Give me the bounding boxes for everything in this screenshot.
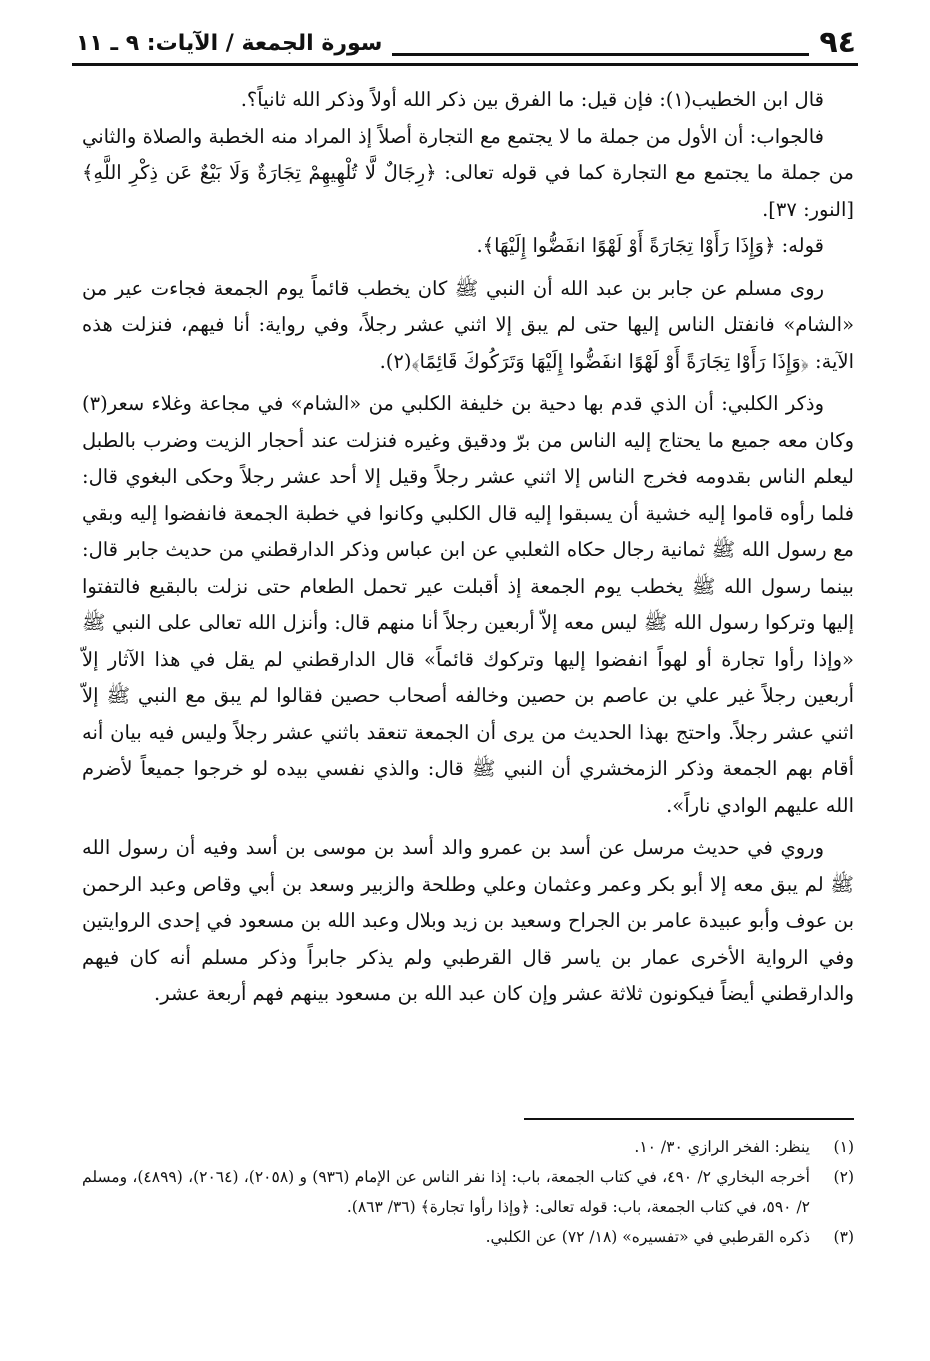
main-text <box>82 82 854 1019</box>
page-header <box>76 24 856 62</box>
footnote-number: (١) <box>833 1138 854 1156</box>
page-number: ٩٤ <box>819 25 856 60</box>
paragraph: وذكر الكلبي: أن الذي قدم بها دحية بن خليفة الكلبي من «الشام» في مجاعة وغلاء سعر(٣) وكان معه جميع ما يحتاج إليه الناس من برّ ودقيق وغيره فنزلت عند أحجار الزيت وضرب بالطبل ليعلم الناس بقدومه فخرج الناس إلا اثني عشر رجلاً وقيل إلا أحد عشر رجلاً وحكى البغوي قال: فلما رأوه قاموا إليه خشية أن يسبقوا إليه قال الكلبي وكانوا في خطبة الجمعة فانفضوا إليه وبقي مع رسول الله ﷺ ثمانية رجال حكاه الثعلبي عن ابن عباس وذكر الدارقطني من حديث جابر قال: بينما رسول الله ﷺ يخطب يوم الجمعة إذ أقبلت عير تحمل الطعام حتى نزلت بالبقيع فالتفتوا إليها وتركوا رسول الله ﷺ ليس معه إلاّ أربعين رجلاً أنا منهم قال: وأنزل الله تعالى على النبي ﷺ «وإذا رأوا تجارة أو لهواً انفضوا إليها وتركوك قائماً» قال الدارقطني لم يقل في هذا الآثار إلاّ أربعين رجلاً غير علي بن عاصم بن حصين وخالفه أصحاب حصين فقالوا لم يبق مع النبي ﷺ إلاّ اثني عشر رجلاً. واحتج بهذا الحديث من يرى أن الجمعة تنعقد باثني عشر رجلاً وليس فيه بيان أنه أقام بهم الجمعة وذكر الزمخشري أن النبي ﷺ قال: والذي نفسي بيده لو خرجوا جميعاً لأضرم الله عليهم الوادي ناراً». <box>82 392 854 817</box>
paragraph: وروي في حديث مرسل عن أسد بن عمرو والد أسد بن موسى بن أسد وفيه أن رسول الله ﷺ لم يبق معه إلا أبو بكر وعمر وعثمان وعلي وطلحة والزبير وسعد بن أبي وقاص وعبد الرحمن بن عوف وأبو عبيدة عامر بن الجراح وسعيد بن زيد وبلال وعبد الله بن مسعود في إحدى الروايتين وفي الرواية الأخرى عمار بن ياسر قال القرطبي ولم يذكر جابراً وذكر مسلم أنه كان فيهم والدارقطني أيضاً فيكونون ثلاثة عشر وإن كان عبد الله بن مسعود بينهم فهم أربعة عشر. <box>82 836 854 1005</box>
paragraph: قوله: ﴿وَإِذَا رَأَوْا تِجَارَةً أَوْ لَهْوًا انفَضُّوا إِلَيْهَا﴾. <box>476 234 824 257</box>
header-rule <box>72 63 858 66</box>
footnote-text: أخرجه البخاري ٢/ ٤٩٠، في كتاب الجمعة، باب: إذا نفر الناس عن الإمام (٩٣٦) و (٢٠٥٨)، (٢٠٦٤)، (٤٨٩٩)، ومسلم ٢/ ٥٩٠، في كتاب الجمعة، باب: قوله تعالى: ﴿وإذا رأوا تجارة﴾ (٣٦/ ٨٦٣). <box>82 1168 810 1216</box>
footnote-text: ينظر: الفخر الرازي ٣٠/ ١٠. <box>634 1138 810 1156</box>
footnotes <box>82 1118 854 1252</box>
running-title: سورة الجمعة / الآيات: ٩ ـ ١١ <box>76 30 383 56</box>
footnote <box>82 1162 854 1222</box>
footnote-number: (٢) <box>833 1168 854 1186</box>
footnote-text: ذكره القرطبي في «تفسيره» (١٨/ ٧٢) عن الكلبي. <box>485 1228 810 1246</box>
footnote <box>82 1222 854 1252</box>
footnote <box>82 1132 854 1162</box>
header-line <box>392 53 809 56</box>
footnote-number: (٣) <box>833 1228 854 1246</box>
paragraph: فالجواب: أن الأول من جملة ما لا يجتمع مع التجارة أصلاً إذ المراد منه الخطبة والصلاة والثاني من جملة ما يجتمع مع التجارة كما في قوله تعالى: ﴿رِجَالٌ لَّا تُلْهِيهِمْ تِجَارَةٌ وَلَا بَيْعٌ عَن ذِكْرِ اللَّهِ﴾ [النور: ٣٧]. <box>82 124 854 221</box>
paragraph: قال ابن الخطيب(١): فإن قيل: ما الفرق بين ذكر الله أولاً وذكر الله ثانياً؟. <box>240 88 824 111</box>
paragraph: روى مسلم عن جابر بن عبد الله أن النبي ﷺ كان يخطب قائماً يوم الجمعة فجاءت عير من «الشام» فانفتل الناس إليها حتى لم يبق إلا اثني عشر رجلاً، وفي رواية: أنا فيهم، فنزلت هذه الآية: ﴿وَإِذَا رَأَوْا تِجَارَةً أَوْ لَهْوًا انفَضُّوا إِلَيْهَا وَتَرَكُوكَ قَائِمًا﴾(٢). <box>82 276 854 373</box>
